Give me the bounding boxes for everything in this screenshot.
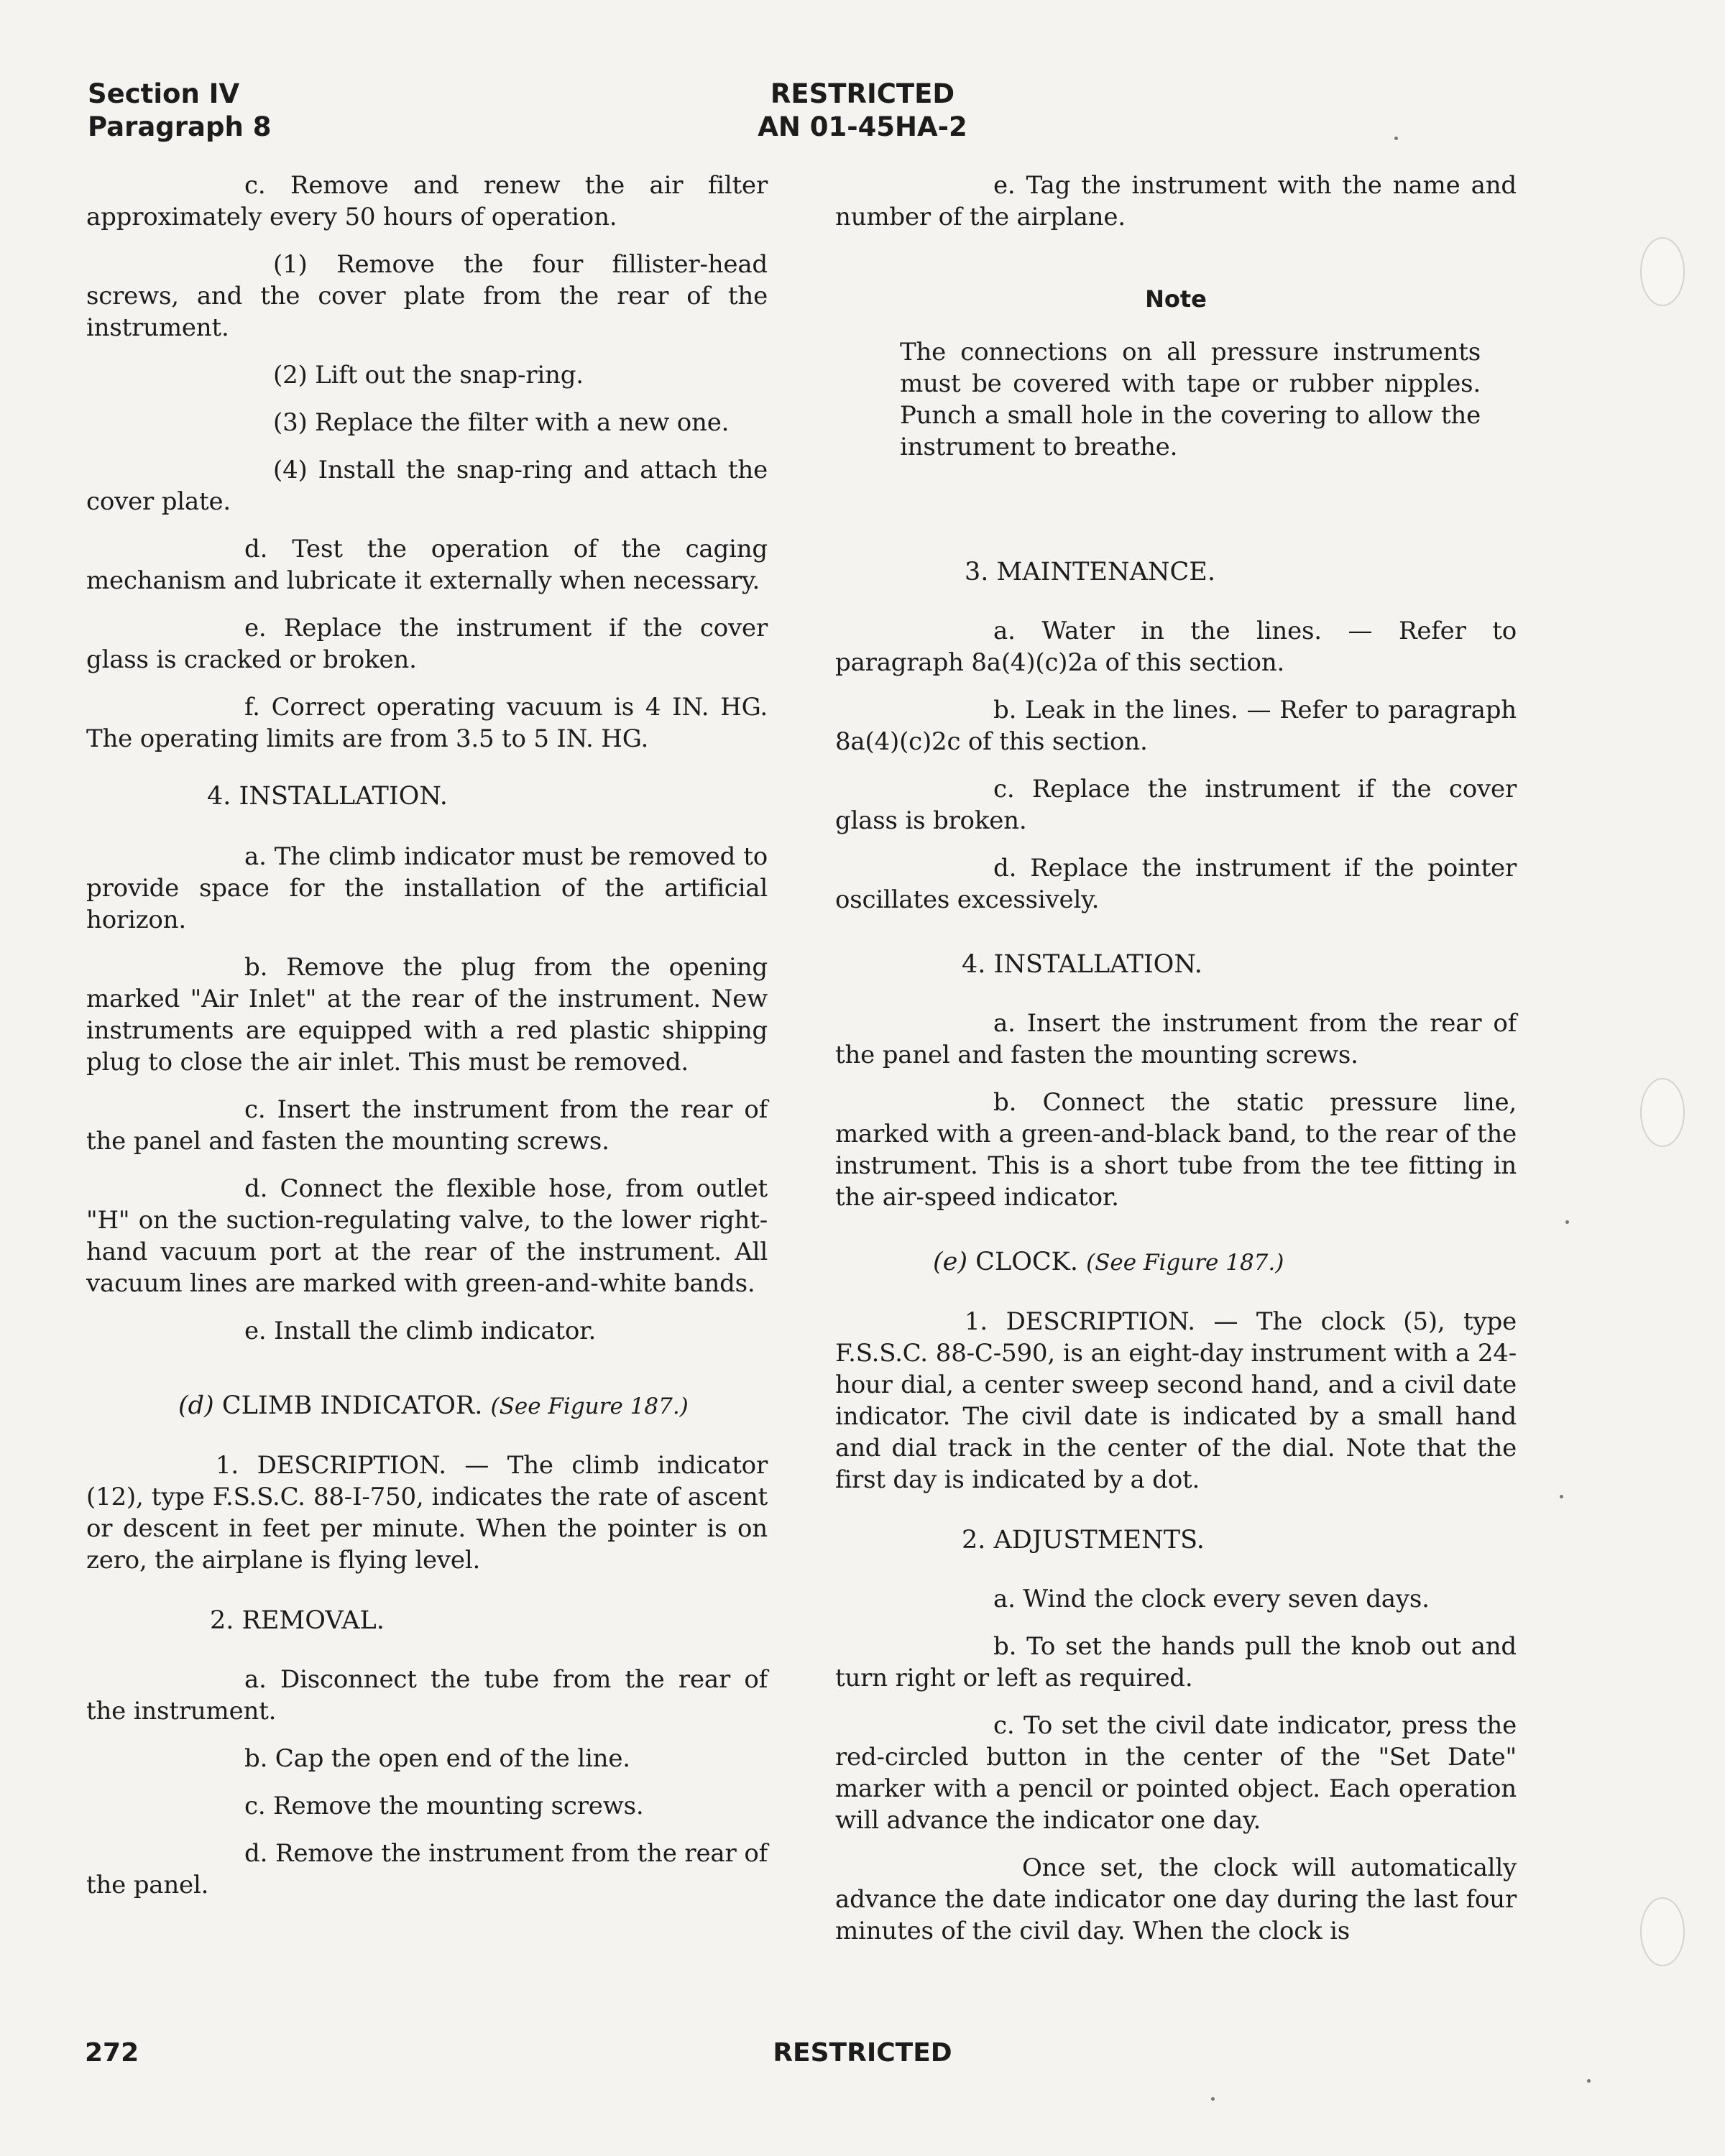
heading-removal: 2. REMOVAL.	[210, 1606, 385, 1635]
header-section: Section IV	[88, 78, 240, 109]
scan-speck	[1565, 1220, 1569, 1224]
header-classification: RESTRICTED	[770, 78, 955, 109]
paragraph-d-caging: d. Test the operation of the caging mechanism and lubricate it externally when necessary.	[86, 535, 768, 595]
paragraph-maint-a: a. Water in the lines. — Refer to paragraph 8a(4)(c)2a of this section.	[835, 617, 1517, 677]
paragraph-f-vacuum: f. Correct operating vacuum is 4 IN. HG. The operating limits are from 3.5 to 5 IN. HG.	[86, 693, 768, 753]
header-center-block	[632, 78, 1092, 144]
scan-speck	[1587, 2079, 1591, 2083]
paragraph-inst-a-right: a. Insert the instrument from the rear of the panel and fasten the mounting screws.	[835, 1009, 1517, 1069]
paragraph-c2: (2) Lift out the snap-ring.	[273, 361, 584, 390]
punch-hole-middle	[1640, 1078, 1685, 1147]
punch-hole-top	[1640, 237, 1685, 306]
paragraph-adj-a: a. Wind the clock every seven days.	[993, 1585, 1430, 1613]
header-section-block	[88, 78, 271, 144]
paragraph-c-filter: c. Remove and renew the air filter approximately every 50 hours of operation.	[86, 171, 768, 231]
paragraph-inst-d: d. Connect the flexible hose, from outlet "H" on the suction-regulating valve, to the lower right-hand vacuum port at the rear of the instrument. All vacuum lines are marked with green-and-white bands.	[86, 1174, 768, 1298]
paragraph-maint-d: d. Replace the instrument if the pointer oscillates excessively.	[835, 854, 1517, 914]
paragraph-adj-c: c. To set the civil date indicator, press the red-circled button in the center of the "Set Date" marker with a pencil or pointed object. Each operation will advance the indicator one day.	[835, 1711, 1517, 1835]
paragraph-e-glass: e. Replace the instrument if the cover glass is cracked or broken.	[86, 614, 768, 674]
paragraph-maint-b: b. Leak in the lines. — Refer to paragraph 8a(4)(c)2c of this section.	[835, 696, 1517, 756]
note-text: The connections on all pressure instruments must be covered with tape or rubber nipples. Punch a small hole in the covering to allow the instrument to breathe.	[900, 338, 1481, 461]
paragraph-inst-b: b. Remove the plug from the opening marked "Air Inlet" at the rear of the instrument. New instruments are equipped with a red plastic shipping plug to close the air inlet. This must be removed.	[86, 953, 768, 1077]
footer-page-number: 272	[85, 2038, 139, 2068]
paragraph-rem-a: a. Disconnect the tube from the rear of the instrument.	[86, 1665, 768, 1726]
note-title: Note	[1145, 285, 1207, 313]
heading-adjustments: 2. ADJUSTMENTS.	[962, 1526, 1205, 1554]
note-box	[900, 336, 1481, 463]
header-paragraph: Paragraph 8	[88, 111, 272, 142]
paragraph-rem-b: b. Cap the open end of the line.	[244, 1744, 630, 1773]
right-column	[835, 170, 1517, 1963]
scan-speck	[1394, 137, 1398, 140]
heading-clock-title: CLOCK.	[975, 1248, 1078, 1276]
paragraph-inst-b-right: b. Connect the static pressure line, marked with a green-and-black band, to the rear of the instrument. This is a short tube from the tee fitting in the air-speed indicator.	[835, 1088, 1517, 1212]
paragraph-inst-c: c. Insert the instrument from the rear of the panel and fasten the mounting screws.	[86, 1095, 768, 1156]
paragraph-c1: (1) Remove the four fillister-head screws, and the cover plate from the rear of the instrument.	[86, 250, 768, 342]
heading-climb-ref: (See Figure 187.)	[490, 1393, 689, 1419]
scan-speck	[1560, 1495, 1563, 1498]
paragraph-adj-once: Once set, the clock will automatically advance the date indicator one day during the last four minutes of the civil day. When the clock is	[835, 1853, 1517, 1945]
scan-speck	[1211, 2097, 1215, 2101]
punch-hole-bottom	[1640, 1897, 1685, 1966]
heading-climb-label: (d)	[178, 1391, 214, 1420]
paragraph-clock-description: 1. DESCRIPTION. — The clock (5), type F.S.S.C. 88-C-590, is an eight-day instrument with a 24-hour dial, a center sweep second hand, and a civil date indicator. The civil date is indicated by a small hand and dial track in the center of the dial. Note that the first day is indicated by a dot.	[835, 1307, 1517, 1494]
paragraph-inst-a: a. The climb indicator must be removed to provide space for the installation of the artificial horizon.	[86, 842, 768, 934]
paragraph-tag: e. Tag the instrument with the name and number of the airplane.	[835, 171, 1517, 231]
heading-clock	[835, 1246, 1517, 1279]
paragraph-rem-c: c. Remove the mounting screws.	[244, 1792, 644, 1820]
footer-classification: RESTRICTED	[773, 2038, 952, 2068]
header-doc-number: AN 01-45HA-2	[758, 111, 967, 142]
paragraph-rem-d: d. Remove the instrument from the rear of the panel.	[86, 1839, 768, 1899]
heading-installation: 4. INSTALLATION.	[207, 782, 448, 811]
paragraph-inst-e: e. Install the climb indicator.	[244, 1317, 597, 1345]
paragraph-c3: (3) Replace the filter with a new one.	[273, 408, 730, 437]
paragraph-maint-c: c. Replace the instrument if the cover glass is broken.	[835, 775, 1517, 835]
heading-climb-title: CLIMB INDICATOR.	[221, 1391, 483, 1420]
heading-clock-ref: (See Figure 187.)	[1086, 1250, 1284, 1276]
paragraph-c4: (4) Install the snap-ring and attach the cover plate.	[86, 456, 768, 516]
heading-clock-label: (e)	[933, 1248, 968, 1276]
left-column	[86, 170, 768, 1917]
paragraph-climb-description: 1. DESCRIPTION. — The climb indicator (12), type F.S.S.C. 88-I-750, indicates the rate of ascent or descent in feet per minute. When the pointer is on zero, the airplane is flying level.	[86, 1451, 768, 1575]
heading-climb-indicator	[86, 1390, 768, 1422]
heading-installation-right: 4. INSTALLATION.	[962, 950, 1202, 979]
heading-maintenance: 3. MAINTENANCE.	[965, 558, 1215, 586]
paragraph-adj-b: b. To set the hands pull the knob out and turn right or left as required.	[835, 1632, 1517, 1692]
